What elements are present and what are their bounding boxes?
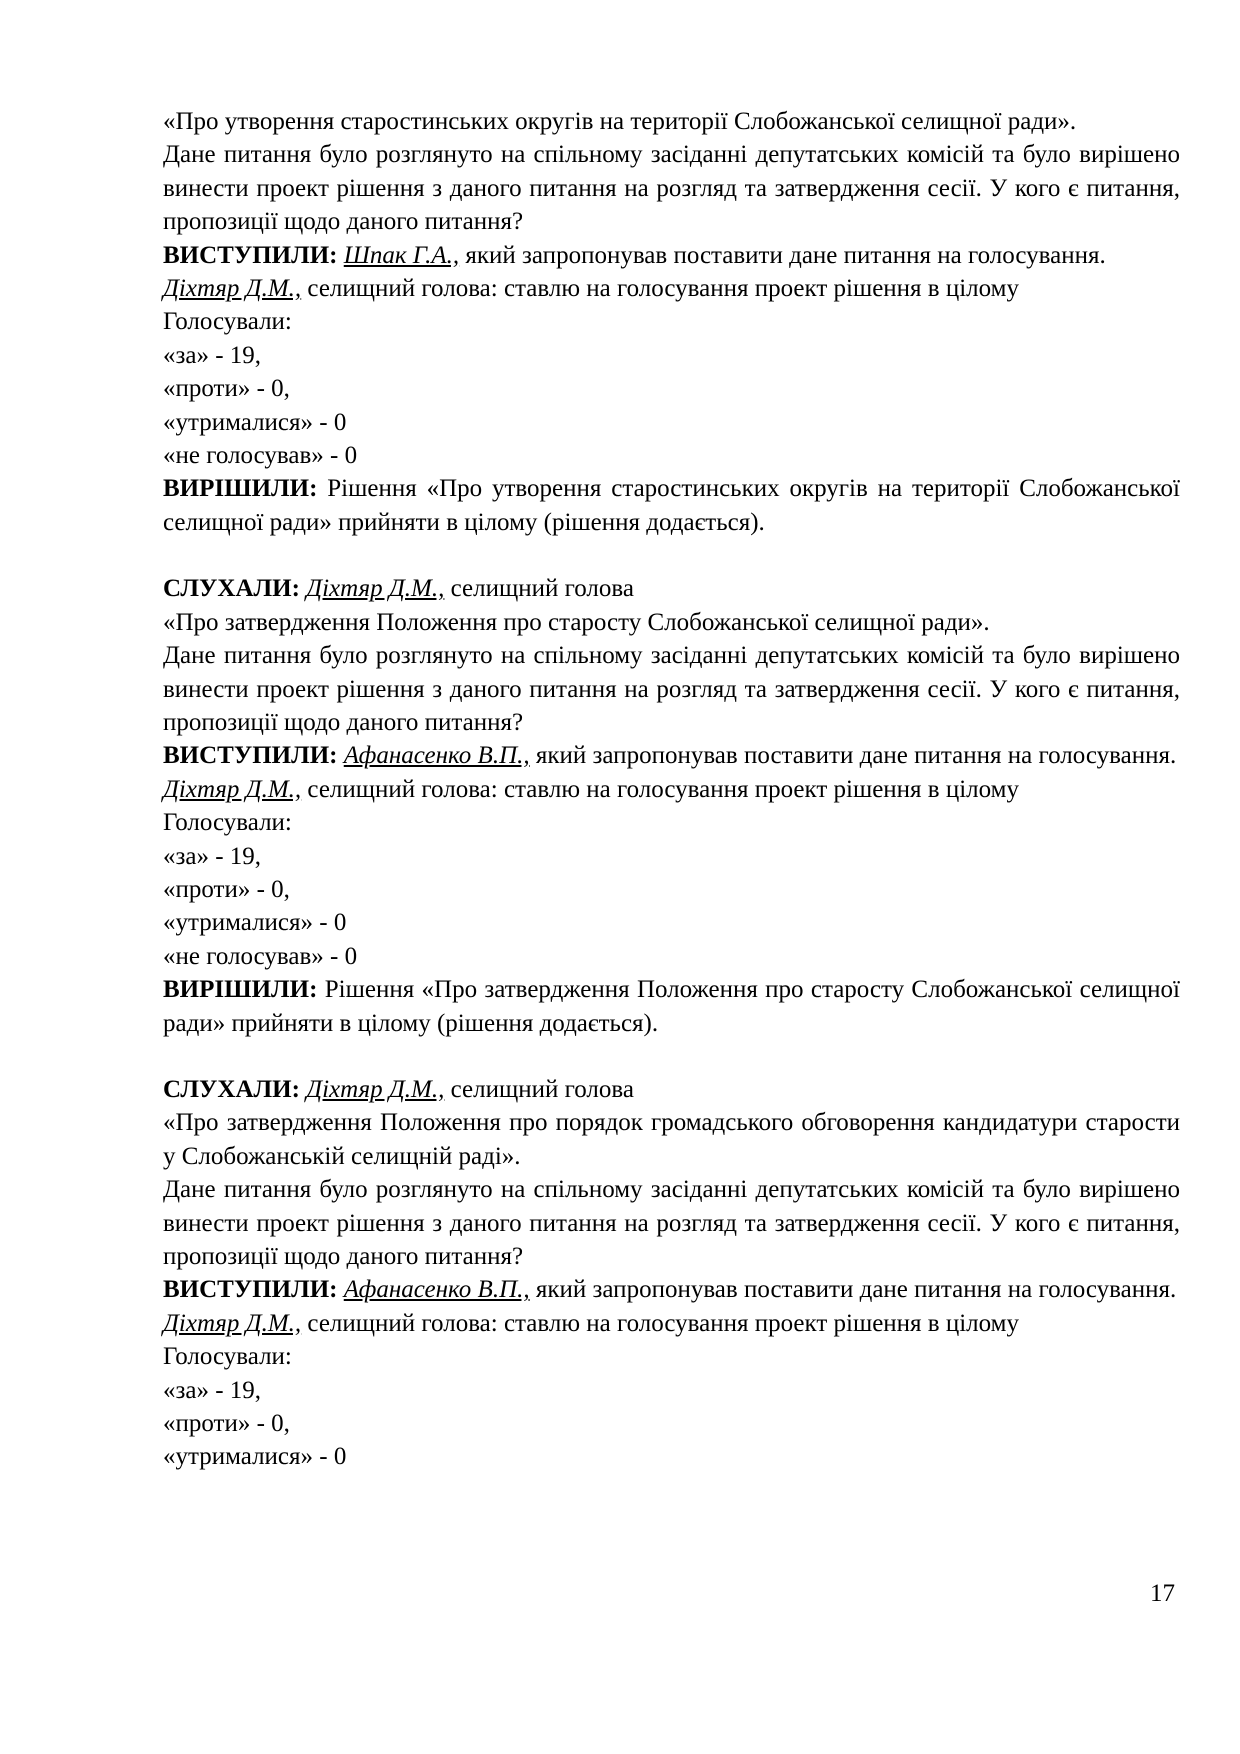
vote-against: «проти» - 0, <box>163 375 290 403</box>
vote-not-voted: «не голосував» - 0 <box>163 942 358 970</box>
paragraph-text: Дане питання було розглянуто на спільному засіданні депутатських комісій та було вирішено винести проект рішення з даного питання на розгляд та затвердження сесії. У кого є питання, пропозиції щодо даного питання? <box>163 642 1180 736</box>
section-label: ВИСТУПИЛИ: <box>163 1276 338 1304</box>
vote-for: «за» - 19, <box>163 341 262 369</box>
paragraph-text: який запропонував поставити дане питання на голосування. <box>535 1276 1177 1304</box>
paragraph-decision <box>163 472 1180 539</box>
vote-abstained: «утрималися» - 0 <box>163 1443 347 1471</box>
paragraph-title <box>163 105 1180 138</box>
paragraph-chair <box>163 773 1180 806</box>
paragraph-text: «Про утворення старостинських округів на території Слобожанської селищної ради». <box>163 108 1077 135</box>
person-name: Діхтяр Д.М., <box>163 275 302 303</box>
paragraph-text: Дане питання було розглянуто на спільному засіданні депутатських комісій та було вирішено винести проект рішення з даного питання на розгляд та затвердження сесії. У кого є питання, пропозиції щодо даного питання? <box>163 1176 1180 1270</box>
paragraph-title <box>163 1106 1180 1173</box>
paragraph-text: Рішення «Про утворення старостинських округів на території Слобожанської селищної ради» прийняти в цілому (рішення додається). <box>163 475 1181 536</box>
paragraph-text: «Про затвердження Положення про порядок громадського обговорення кандидатури старости у Слобожанській селищній раді». <box>163 1109 1180 1170</box>
vote-heading: Голосували: <box>163 1343 292 1371</box>
paragraph-text: селищний голова: ставлю на голосування проект рішення в цілому <box>307 275 1019 303</box>
person-name: Діхтяр Д.М., <box>306 575 445 603</box>
paragraph-decision <box>163 973 1180 1040</box>
page-number: 17 <box>1150 1580 1175 1607</box>
paragraph-text: селищний голова: ставлю на голосування проект рішення в цілому <box>307 1309 1019 1337</box>
vote-for: «за» - 19, <box>163 1376 262 1404</box>
paragraph-speaker <box>163 1273 1180 1306</box>
person-name: Діхтяр Д.М., <box>163 1309 302 1337</box>
person-name: Афанасенко В.П., <box>343 742 530 770</box>
section-label: СЛУХАЛИ: <box>163 575 300 603</box>
paragraph-text: Рішення «Про затвердження Положення про старосту Слобожанської селищної ради» прийняти в цілому (рішення додається). <box>163 976 1181 1037</box>
section-label: СЛУХАЛИ: <box>163 1075 300 1103</box>
section-gap <box>163 1040 1180 1073</box>
section-label: ВИРІШИЛИ: <box>163 976 318 1004</box>
paragraph-heard <box>163 572 1180 605</box>
vote-abstained: «утрималися» - 0 <box>163 909 347 937</box>
paragraph-text: «Про затвердження Положення про старосту Слобожанської селищної ради». <box>163 608 990 636</box>
paragraph-heard <box>163 1073 1180 1106</box>
paragraph-title <box>163 606 1180 639</box>
paragraph-text: який запропонував поставити дане питання на голосування. <box>535 742 1177 770</box>
section-label: ВИСТУПИЛИ: <box>163 241 338 269</box>
section-gap <box>163 539 1180 572</box>
vote-against: «проти» - 0, <box>163 1410 290 1438</box>
person-name: Афанасенко В.П., <box>343 1276 530 1304</box>
paragraph-text: селищний голова: ставлю на голосування проект рішення в цілому <box>307 775 1019 803</box>
vote-abstained: «утрималися» - 0 <box>163 408 347 436</box>
paragraph-chair <box>163 1307 1180 1340</box>
paragraph-text: селищний голова <box>450 1075 634 1103</box>
vote-heading: Голосували: <box>163 809 292 837</box>
paragraph-discussion <box>163 138 1180 238</box>
vote-for: «за» - 19, <box>163 842 262 870</box>
paragraph-discussion <box>163 639 1180 739</box>
paragraph-discussion <box>163 1173 1180 1273</box>
vote-not-voted: «не голосував» - 0 <box>163 442 358 470</box>
person-name: Шпак Г.А., <box>343 241 460 269</box>
vote-heading: Голосували: <box>163 308 292 336</box>
section-label: ВИСТУПИЛИ: <box>163 742 338 770</box>
paragraph-text: який запропонував поставити дане питання на голосування. <box>465 241 1106 269</box>
paragraph-speaker <box>163 239 1180 272</box>
section-label: ВИРІШИЛИ: <box>163 475 318 503</box>
person-name: Діхтяр Д.М., <box>163 775 302 803</box>
person-name: Діхтяр Д.М., <box>306 1075 445 1103</box>
paragraph-text: селищний голова <box>450 575 634 603</box>
paragraph-speaker <box>163 739 1180 772</box>
paragraph-text: Дане питання було розглянуто на спільному засіданні депутатських комісій та було вирішено винести проект рішення з даного питання на розгляд та затвердження сесії. У кого є питання, пропозиції щодо даного питання? <box>163 141 1180 236</box>
paragraph-chair <box>163 272 1180 305</box>
document-page <box>163 105 1180 1474</box>
vote-against: «проти» - 0, <box>163 875 290 903</box>
